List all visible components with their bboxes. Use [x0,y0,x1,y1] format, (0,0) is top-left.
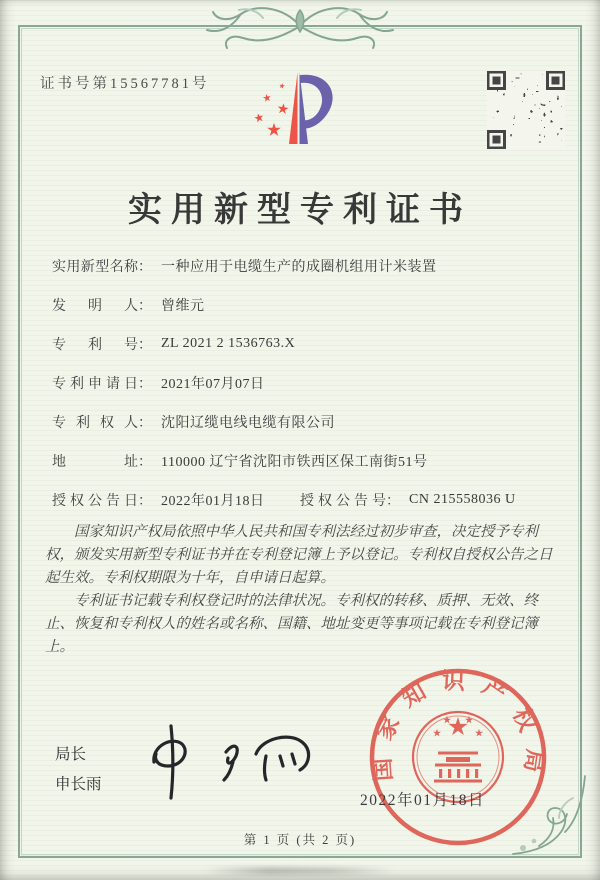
field-label: 专利申请日 [52,376,138,392]
field-label: 专利权人 [52,415,138,431]
field-value: 一种应用于电缆生产的成圈机组用计米装置 [161,259,437,275]
field-value: 110000 辽宁省沈阳市铁西区保工南街51号 [161,454,428,470]
field-label: 发明人 [52,298,138,314]
field-colon: ： [138,415,152,431]
signer-role: 局长 [55,746,87,763]
cnipa-logo-icon [240,66,370,168]
bleed-through-ghost [205,867,395,875]
field-grant-number [300,480,516,519]
field-label: 授权公告日 [52,493,138,509]
field-row-grant [52,480,562,519]
page-number: 第 1 页 (共 2 页) [243,833,357,847]
signer-block [55,740,102,800]
field-colon: ： [138,298,152,314]
field-label: 授权公告号 [300,493,386,509]
certificate-title: 实用新型专利证书 [128,192,472,229]
field-row-patentee [52,402,562,441]
grant-number-value: CN 215558036 U [409,491,516,507]
field-colon: ： [138,376,152,392]
field-row-inventor [52,285,562,324]
seal-date: 2022年01月18日 [360,792,486,809]
field-row-patent-number [52,324,562,363]
field-label: 实用新型名称 [52,259,138,275]
director-signature-icon [138,712,323,804]
field-label: 专利号 [52,337,138,353]
certificate-fields [52,246,562,519]
legal-text [45,521,557,659]
field-colon: ： [138,493,152,509]
field-value: 2021年07月07日 [161,376,265,392]
top-scroll-ornament-icon [183,0,417,52]
field-colon: ： [386,493,400,509]
field-label: 地址 [52,454,138,470]
qr-code-icon [487,71,565,149]
field-colon: ： [138,337,152,353]
grant-date-value: 2022年01月18日 [161,493,265,509]
certificate-number: 证书号第15567781号 [40,76,210,92]
field-row-address [52,441,562,480]
seal-ring-text: 国家知识产权局 [368,668,548,789]
field-value: ZL 2021 2 1536763.X [161,335,296,351]
field-value: 沈阳辽缆电线电缆有限公司 [161,415,335,431]
legal-paragraph-1: 国家知识产权局依照中华人民共和国专利法经过初步审查，决定授予专利权，颁发实用新型专利证书并在专利登记簿上予以登记。专利权自授权公告之日起生效。专利权期限为十年，自申请日起算。 [45,524,553,586]
signer-name: 申长雨 [55,776,102,793]
field-colon: ： [138,259,152,275]
field-row-filing-date [52,363,562,402]
legal-paragraph-2: 专利证书记载专利权登记时的法律状况。专利权的转移、质押、无效、终止、恢复和专利权人的姓名或名称、国籍、地址变更等事项记载在专利登记簿上。 [45,593,538,655]
field-row-utility-model-name [52,246,562,285]
official-seal-icon [358,657,558,857]
field-colon: ： [138,454,152,470]
field-value: 曾维元 [161,298,205,314]
